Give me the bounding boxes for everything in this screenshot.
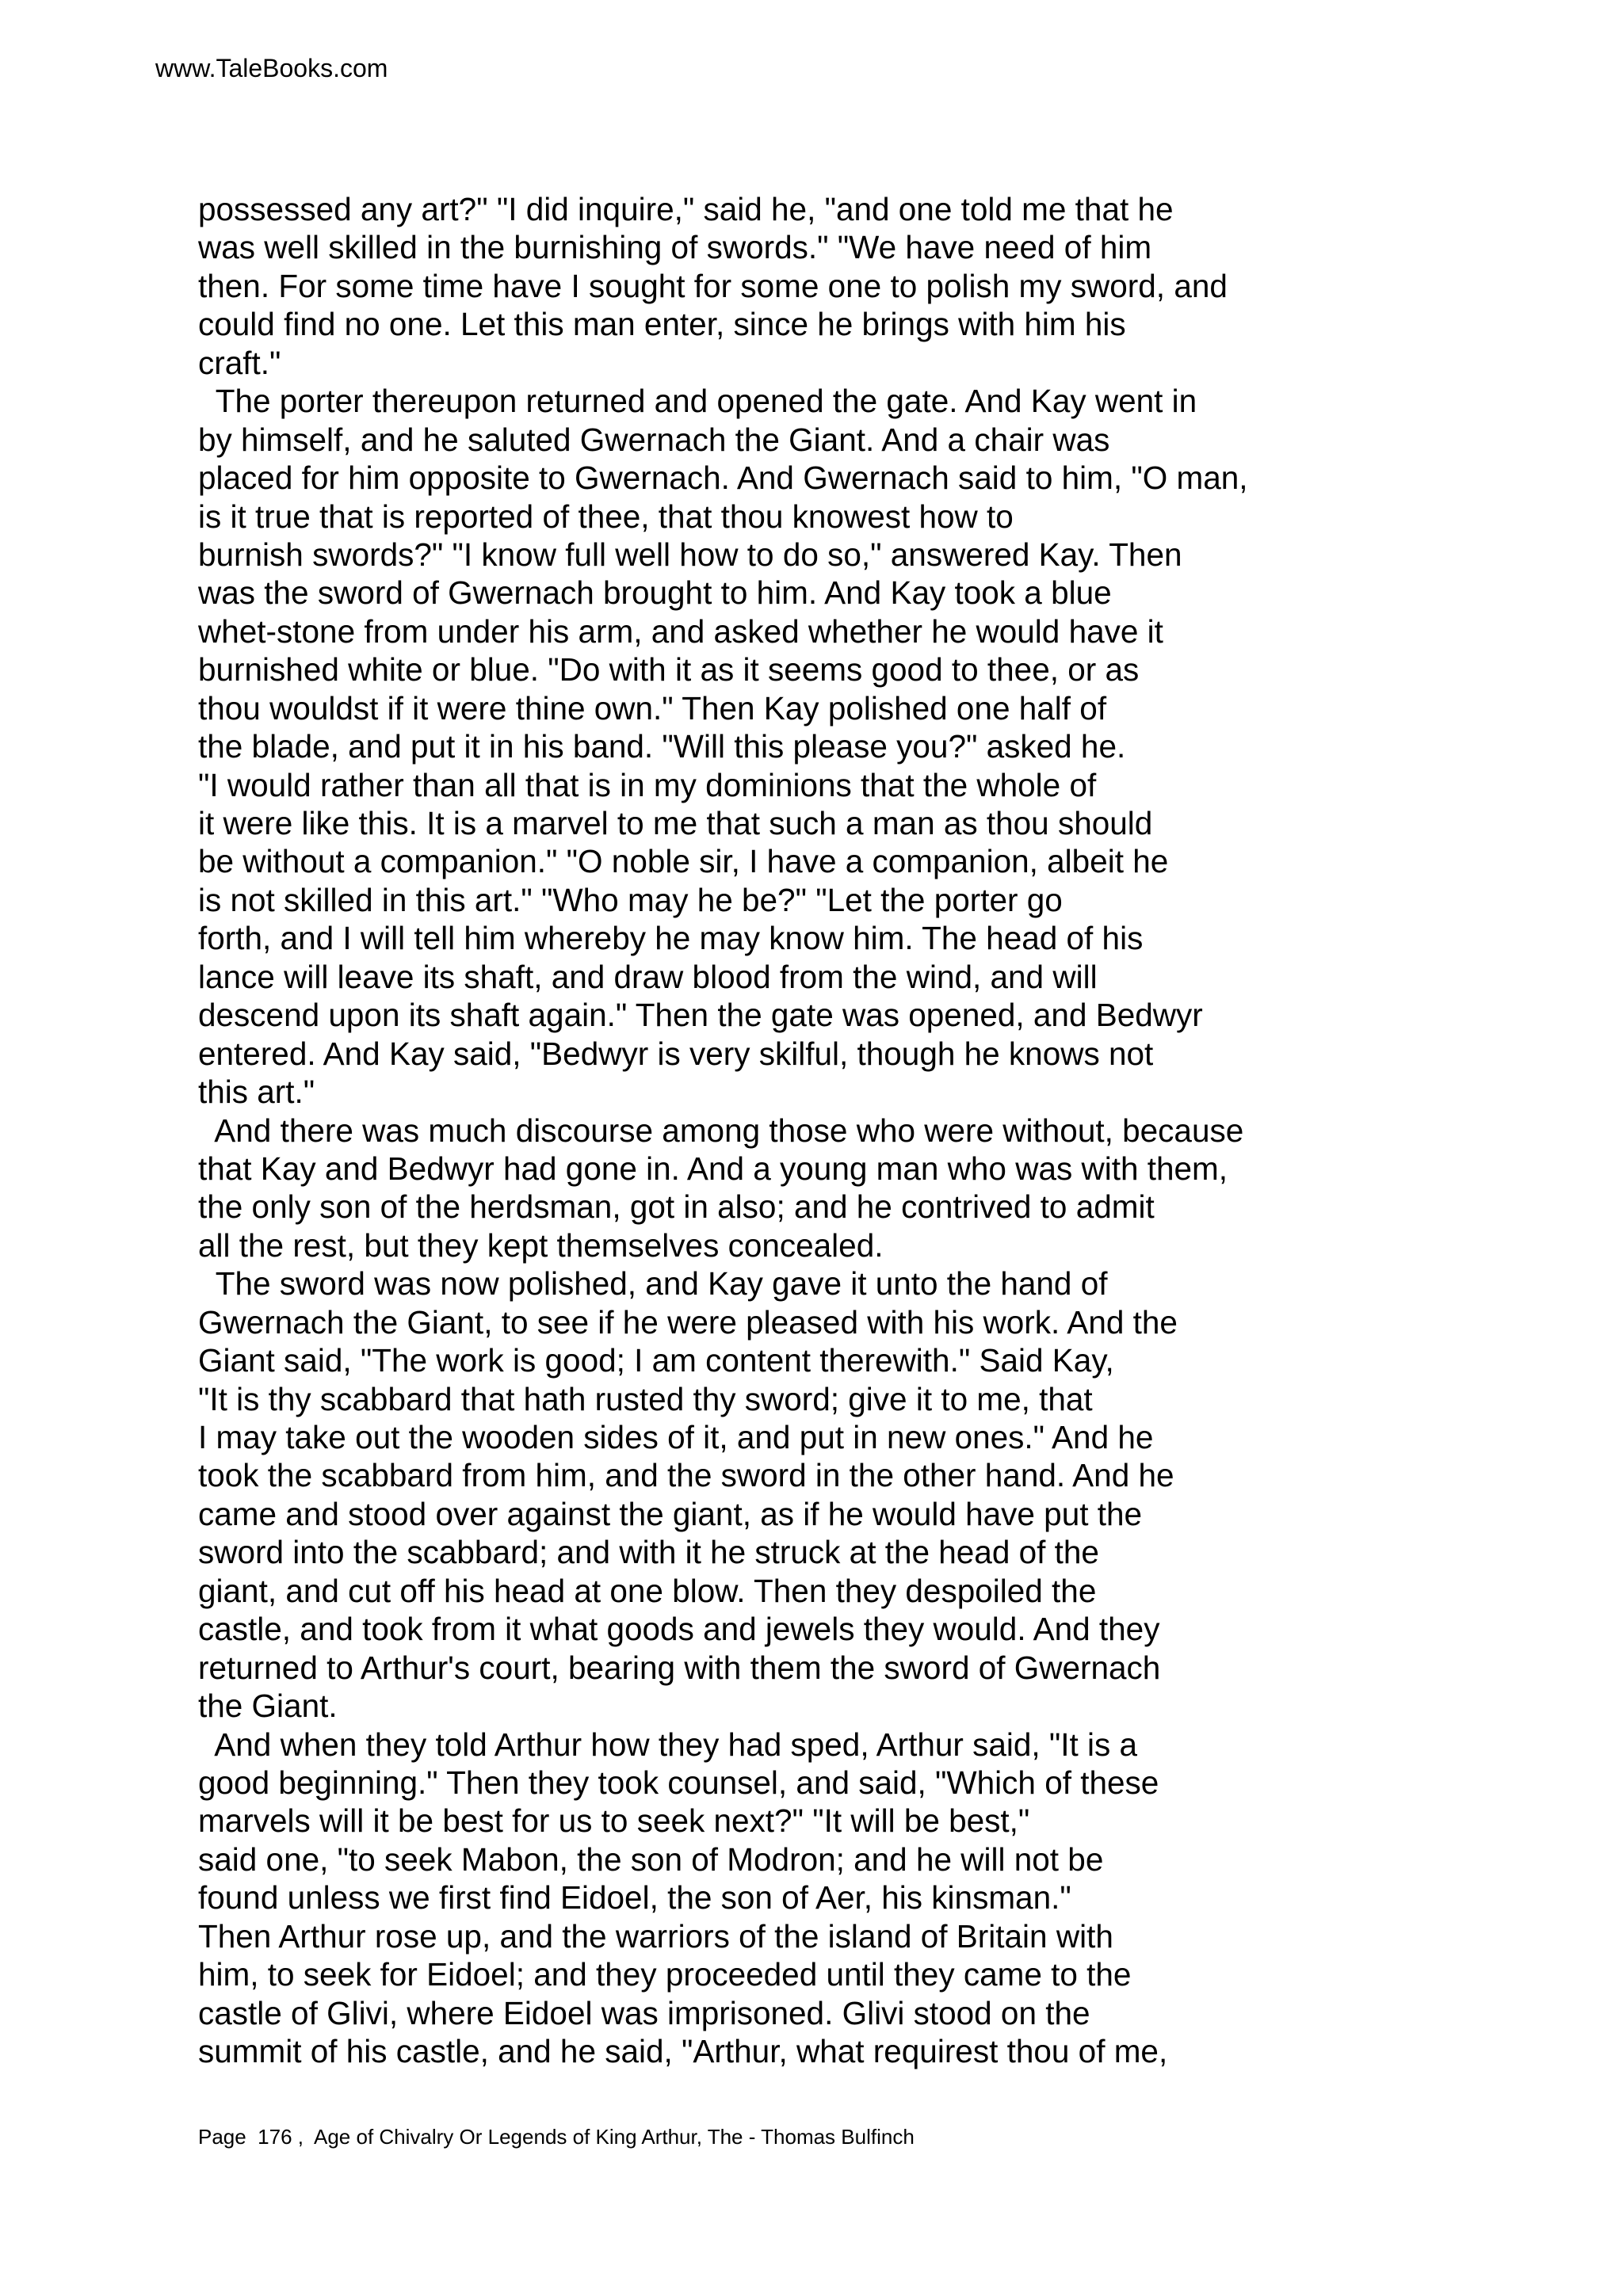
- text-line: all the rest, but they kept themselves concealed.: [198, 1226, 884, 1264]
- text-line: Then Arthur rose up, and the warriors of the island of Britain with: [198, 1917, 1113, 1955]
- text-line: craft.": [198, 344, 281, 381]
- text-line: burnish swords?" "I know full well how to do so," answered Kay. Then: [198, 536, 1182, 573]
- text-line: returned to Arthur's court, bearing with them the sword of Gwernach: [198, 1649, 1161, 1686]
- text-line: that Kay and Bedwyr had gone in. And a young man who was with them,: [198, 1150, 1228, 1187]
- site-header: www.TaleBooks.com: [155, 54, 388, 82]
- text-line: be without a companion." "O noble sir, I have a companion, albeit he: [198, 843, 1169, 880]
- text-line: sword into the scabbard; and with it he struck at the head of the: [198, 1534, 1099, 1571]
- text-line: placed for him opposite to Gwernach. And Gwernach said to him, "O man,: [198, 460, 1248, 497]
- text-line: Giant said, "The work is good; I am content therewith." Said Kay,: [198, 1342, 1114, 1379]
- text-line: possessed any art?" "I did inquire," said he, "and one told me that he: [198, 191, 1174, 227]
- text-line: found unless we first find Eidoel, the son of Aer, his kinsman.": [198, 1879, 1071, 1917]
- page-footer: Page 176 , Age of Chivalry Or Legends of King Arthur, The - Thomas Bulfinch: [198, 2125, 915, 2149]
- text-line: whet-stone from under his arm, and asked whether he would have it: [198, 612, 1163, 650]
- text-line: castle, and took from it what goods and jewels they would. And they: [198, 1611, 1160, 1648]
- text-line: The porter thereupon returned and opened the gate. And Kay went in: [198, 383, 1197, 420]
- text-line: said one, "to seek Mabon, the son of Modron; and he will not be: [198, 1840, 1104, 1878]
- text-line: thou wouldst if it were thine own." Then Kay polished one half of: [198, 689, 1107, 727]
- text-line: is it true that is reported of thee, that thou knowest how to: [198, 498, 1014, 535]
- text-line: castle of Glivi, where Eidoel was imprisoned. Glivi stood on the: [198, 1994, 1090, 2031]
- text-line: I may take out the wooden sides of it, and put in new ones." And he: [198, 1419, 1154, 1455]
- text-line: The sword was now polished, and Kay gave it unto the hand of: [198, 1265, 1108, 1302]
- text-line: was well skilled in the burnishing of swords." "We have need of him: [198, 229, 1152, 266]
- page-body-text: [198, 190, 1545, 2070]
- text-line: the only son of the herdsman, got in also; and he contrived to admit: [198, 1188, 1155, 1226]
- text-line: was the sword of Gwernach brought to him. And Kay took a blue: [198, 574, 1112, 612]
- text-line: could find no one. Let this man enter, since he brings with him his: [198, 306, 1126, 343]
- text-line: took the scabbard from him, and the sword in the other hand. And he: [198, 1457, 1174, 1494]
- text-line: Gwernach the Giant, to see if he were pleased with his work. And the: [198, 1303, 1178, 1341]
- text-line: summit of his castle, and he said, "Arthur, what requirest thou of me,: [198, 2033, 1168, 2069]
- text-line: marvels will it be best for us to seek next?" "It will be best,": [198, 1802, 1030, 1840]
- text-line: him, to seek for Eidoel; and they proceeded until they came to the: [198, 1956, 1132, 1993]
- text-line: is not skilled in this art." "Who may he be?" "Let the porter go: [198, 881, 1063, 918]
- text-line: entered. And Kay said, "Bedwyr is very skilful, though he knows not: [198, 1035, 1154, 1072]
- text-line: it were like this. It is a marvel to me that such a man as thou should: [198, 805, 1153, 841]
- text-line: descend upon its shaft again." Then the gate was opened, and Bedwyr: [198, 997, 1203, 1034]
- text-line: "It is thy scabbard that hath rusted thy sword; give it to me, that: [198, 1380, 1093, 1417]
- text-line: burnished white or blue. "Do with it as it seems good to thee, or as: [198, 651, 1140, 688]
- text-line: this art.": [198, 1074, 315, 1111]
- text-line: good beginning." Then they took counsel, and said, "Which of these: [198, 1764, 1159, 1801]
- text-line: the blade, and put it in his band. "Will this please you?" asked he.: [198, 728, 1126, 765]
- text-line: "I would rather than all that is in my dominions that the whole of: [198, 766, 1097, 803]
- text-line: And there was much discourse among those who were without, because: [198, 1112, 1244, 1149]
- text-line: the Giant.: [198, 1688, 338, 1725]
- text-line: lance will leave its shaft, and draw blood from the wind, and will: [198, 958, 1098, 995]
- text-line: forth, and I will tell him whereby he may know him. The head of his: [198, 920, 1144, 957]
- text-line: giant, and cut off his head at one blow. Then they despoiled the: [198, 1572, 1097, 1609]
- text-line: came and stood over against the giant, as if he would have put the: [198, 1495, 1143, 1532]
- text-line: then. For some time have I sought for some one to polish my sword, and: [198, 267, 1228, 304]
- text-line: And when they told Arthur how they had sped, Arthur said, "It is a: [198, 1726, 1138, 1763]
- text-line: by himself, and he saluted Gwernach the Giant. And a chair was: [198, 421, 1110, 458]
